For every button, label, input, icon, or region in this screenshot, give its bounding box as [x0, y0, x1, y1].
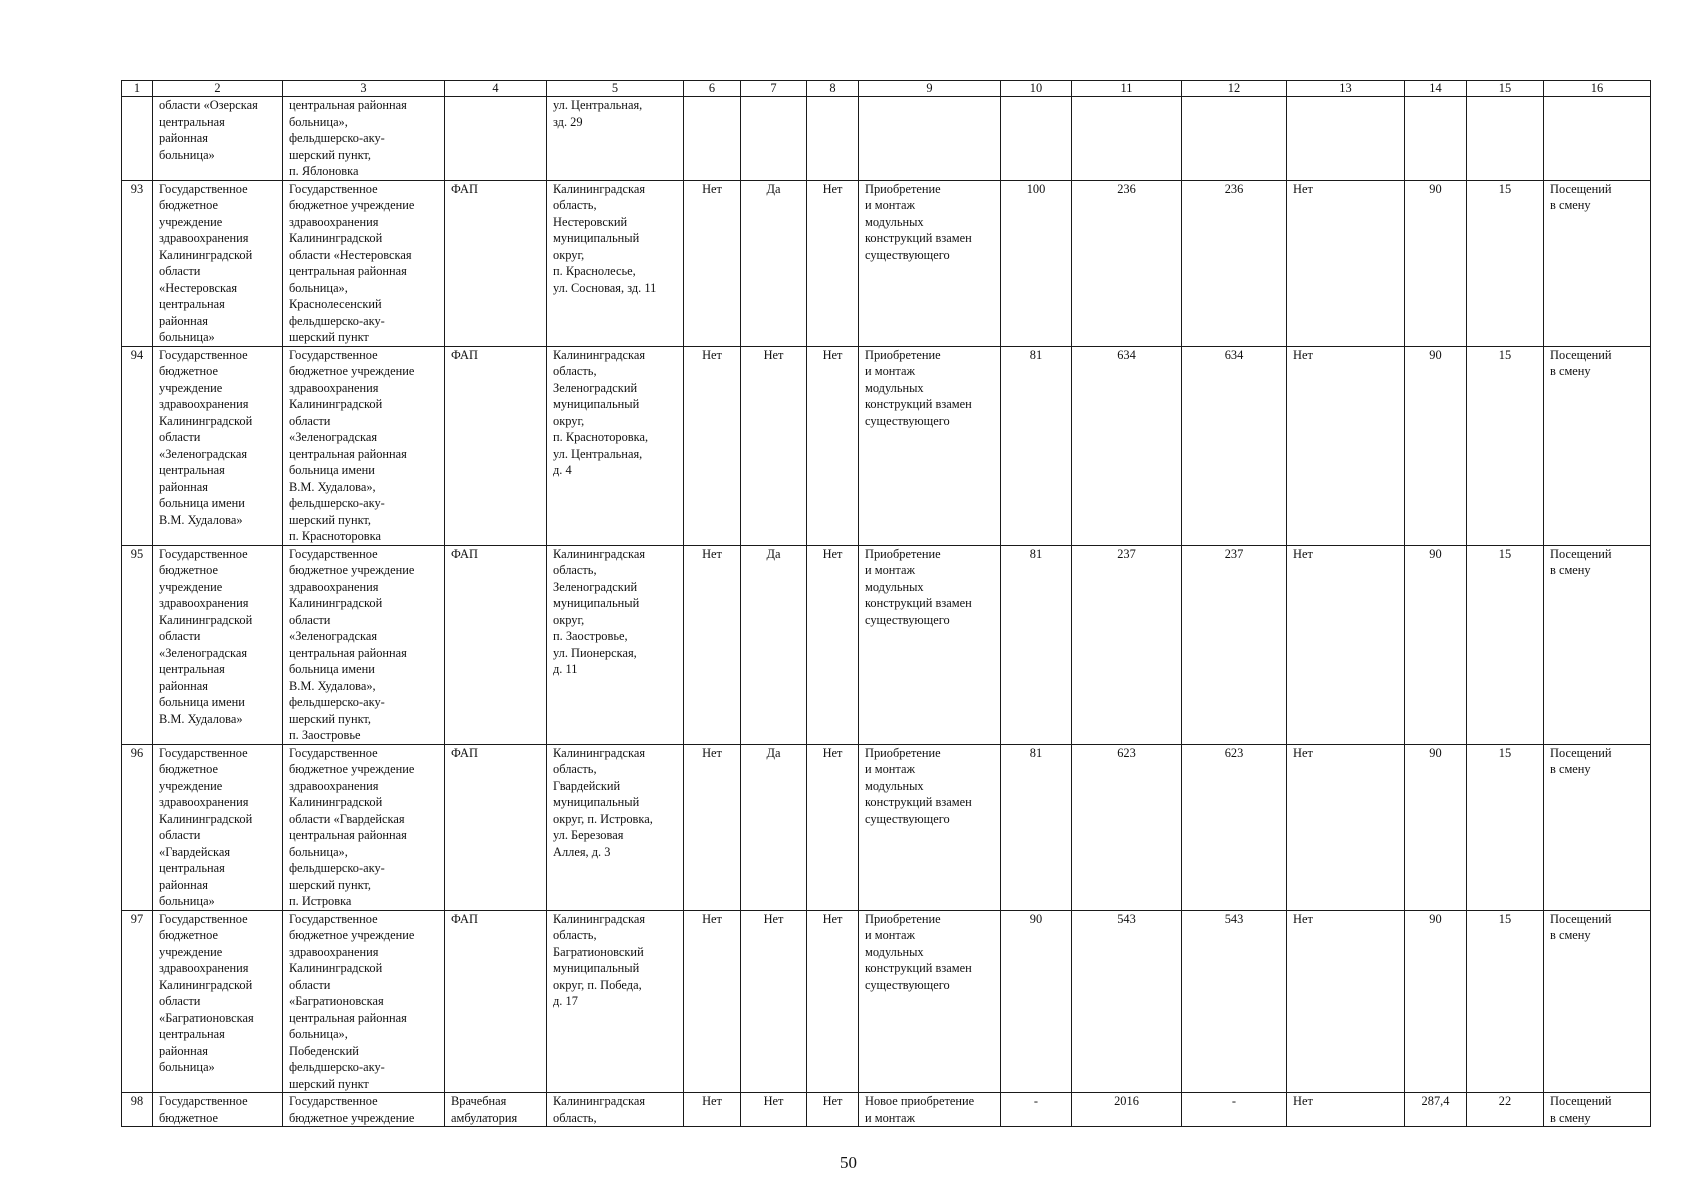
column-number-3: 3 [283, 81, 445, 97]
table-cell: Государственное бюджетное учреждение здравоохранения Калининградской области «Багратионовская центральная районная больница» [153, 910, 283, 1093]
table-cell: Государственное бюджетное учреждение здравоохранения Калининградской области «Зеленоградская центральная районная больница имени В.М. Худалова», фельдшерско-аку- шерский пункт, п. Заостровье [283, 545, 445, 744]
table-cell: Приобретение и монтаж модульных конструкций взамен существующего [859, 180, 1001, 346]
table-cell: Государственное бюджетное [153, 1093, 283, 1127]
table-cell: 15 [1467, 545, 1544, 744]
table-cell: Нет [807, 1093, 859, 1127]
table-cell [684, 97, 741, 181]
column-number-8: 8 [807, 81, 859, 97]
table-cell: Калининградская область, Нестеровский муниципальный округ, п. Краснолесье, ул. Сосновая, зд. 11 [547, 180, 684, 346]
table-cell: Нет [684, 1093, 741, 1127]
table-cell: Нет [741, 346, 807, 545]
table-cell: 15 [1467, 346, 1544, 545]
table-cell: 623 [1072, 744, 1182, 910]
table-cell: Государственное бюджетное учреждение здравоохранения Калининградской области «Зеленоградская центральная районная больница имени В.М. Худалова», фельдшерско-аку- шерский пункт, п. Красноторовка [283, 346, 445, 545]
table-cell [1405, 97, 1467, 181]
table-cell: 90 [1405, 744, 1467, 910]
table-cell: 94 [122, 346, 153, 545]
table-cell: Посещений в смену [1544, 346, 1651, 545]
table-cell: Нет [684, 545, 741, 744]
table-cell: Государственное бюджетное учреждение здравоохранения Калининградской области «Гвардейская центральная районная больница» [153, 744, 283, 910]
table-cell: 634 [1182, 346, 1287, 545]
column-number-7: 7 [741, 81, 807, 97]
table-cell: ФАП [445, 545, 547, 744]
data-table [121, 80, 1651, 1127]
table-cell: Да [741, 180, 807, 346]
table-cell [1467, 97, 1544, 181]
table-cell: ул. Центральная, зд. 29 [547, 97, 684, 181]
table-cell: области «Озерская центральная районная больница» [153, 97, 283, 181]
column-number-12: 12 [1182, 81, 1287, 97]
table-cell: 237 [1072, 545, 1182, 744]
table-cell [1182, 97, 1287, 181]
table-cell: 81 [1001, 744, 1072, 910]
table-cell: Посещений в смену [1544, 1093, 1651, 1127]
table-cell: 90 [1001, 910, 1072, 1093]
table-cell: ФАП [445, 346, 547, 545]
table-cell: Государственное бюджетное учреждение здравоохранения Калининградской области «Нестеровская центральная районная больница» [153, 180, 283, 346]
table-row [122, 97, 1651, 181]
table-cell: 287,4 [1405, 1093, 1467, 1127]
table-cell: Нет [684, 180, 741, 346]
table-row [122, 346, 1651, 545]
table-cell: ФАП [445, 180, 547, 346]
column-number-11: 11 [1072, 81, 1182, 97]
column-number-2: 2 [153, 81, 283, 97]
table-row [122, 1093, 1651, 1127]
table-cell: Нет [807, 545, 859, 744]
column-number-6: 6 [684, 81, 741, 97]
table-cell [1001, 97, 1072, 181]
table-cell: 90 [1405, 545, 1467, 744]
table-cell: 2016 [1072, 1093, 1182, 1127]
table-cell: 98 [122, 1093, 153, 1127]
page-number: 50 [840, 1153, 857, 1172]
table-cell: Государственное бюджетное учреждение здравоохранения Калининградской области «Нестеровская центральная районная больница», Краснолесенский фельдшерско-аку- шерский пункт [283, 180, 445, 346]
column-number-16: 16 [1544, 81, 1651, 97]
table-cell: 81 [1001, 346, 1072, 545]
table-cell: 15 [1467, 744, 1544, 910]
table-cell: Калининградская область, Гвардейский муниципальный округ, п. Истровка, ул. Березовая Аллея, д. 3 [547, 744, 684, 910]
table-cell: Калининградская область, Зеленоградский муниципальный округ, п. Заостровье, ул. Пионерская, д. 11 [547, 545, 684, 744]
table-cell [1544, 97, 1651, 181]
table-cell [1287, 97, 1405, 181]
table-cell: 236 [1072, 180, 1182, 346]
table-cell: Врачебная амбулатория [445, 1093, 547, 1127]
table-cell: Нет [807, 346, 859, 545]
column-number-14: 14 [1405, 81, 1467, 97]
table-cell: центральная районная больница», фельдшерско-аку- шерский пункт, п. Яблоновка [283, 97, 445, 181]
table-cell: 93 [122, 180, 153, 346]
table-cell: Нет [1287, 545, 1405, 744]
table-cell: Приобретение и монтаж модульных конструкций взамен существующего [859, 545, 1001, 744]
table-cell: 96 [122, 744, 153, 910]
table-cell: Посещений в смену [1544, 545, 1651, 744]
table-cell: Нет [684, 744, 741, 910]
table-cell: Государственное бюджетное учреждение здравоохранения Калининградской области «Гвардейская центральная районная больница», фельдшерско-аку- шерский пункт, п. Истровка [283, 744, 445, 910]
column-number-9: 9 [859, 81, 1001, 97]
table-cell [807, 97, 859, 181]
table-cell: 90 [1405, 910, 1467, 1093]
table-cell: Приобретение и монтаж модульных конструкций взамен существующего [859, 910, 1001, 1093]
table-cell: Государственное бюджетное учреждение здравоохранения Калининградской области «Зеленоградская центральная районная больница имени В.М. Худалова» [153, 545, 283, 744]
table-cell: ФАП [445, 744, 547, 910]
table-cell: Приобретение и монтаж модульных конструкций взамен существующего [859, 346, 1001, 545]
table-cell: 100 [1001, 180, 1072, 346]
table-cell: Нет [684, 910, 741, 1093]
table-cell: Нет [807, 180, 859, 346]
table-cell: 236 [1182, 180, 1287, 346]
table-cell: Нет [1287, 910, 1405, 1093]
table-cell: 543 [1182, 910, 1287, 1093]
table-cell: 97 [122, 910, 153, 1093]
column-number-5: 5 [547, 81, 684, 97]
column-number-13: 13 [1287, 81, 1405, 97]
table-cell: 90 [1405, 346, 1467, 545]
table-cell: 237 [1182, 545, 1287, 744]
table-cell: 623 [1182, 744, 1287, 910]
table-cell [741, 97, 807, 181]
table-cell: 95 [122, 545, 153, 744]
table-row [122, 180, 1651, 346]
table-cell [445, 97, 547, 181]
table-cell: - [1182, 1093, 1287, 1127]
table-cell: Посещений в смену [1544, 744, 1651, 910]
table-cell: Государственное бюджетное учреждение здравоохранения Калининградской области «Багратионовская центральная районная больница», Победенский фельдшерско-аку- шерский пункт [283, 910, 445, 1093]
table-cell: - [1001, 1093, 1072, 1127]
table-cell: Приобретение и монтаж модульных конструкций взамен существующего [859, 744, 1001, 910]
table-cell: 15 [1467, 180, 1544, 346]
table-cell: Калининградская область, Багратионовский муниципальный округ, п. Победа, д. 17 [547, 910, 684, 1093]
column-number-1: 1 [122, 81, 153, 97]
column-number-row [122, 81, 1651, 97]
table-cell: 81 [1001, 545, 1072, 744]
table-cell: 15 [1467, 910, 1544, 1093]
table-cell: 22 [1467, 1093, 1544, 1127]
table-cell: Калининградская область, Зеленоградский муниципальный округ, п. Красноторовка, ул. Центральная, д. 4 [547, 346, 684, 545]
table-cell: Новое приобретение и монтаж [859, 1093, 1001, 1127]
table-cell: Нет [1287, 180, 1405, 346]
table-row [122, 910, 1651, 1093]
table-cell: Государственное бюджетное учреждение [283, 1093, 445, 1127]
table-cell: Нет [741, 1093, 807, 1127]
table-cell: Нет [1287, 744, 1405, 910]
table-row [122, 545, 1651, 744]
table-cell: Нет [807, 744, 859, 910]
table-cell: Нет [807, 910, 859, 1093]
table-cell: ФАП [445, 910, 547, 1093]
table-cell: Посещений в смену [1544, 180, 1651, 346]
column-number-10: 10 [1001, 81, 1072, 97]
table-cell: Государственное бюджетное учреждение здравоохранения Калининградской области «Зеленоградская центральная районная больница имени В.М. Худалова» [153, 346, 283, 545]
column-number-4: 4 [445, 81, 547, 97]
table-cell: 543 [1072, 910, 1182, 1093]
table-row [122, 744, 1651, 910]
table-cell: Да [741, 545, 807, 744]
table-cell: Нет [684, 346, 741, 545]
column-number-15: 15 [1467, 81, 1544, 97]
table-cell: Нет [1287, 346, 1405, 545]
table-cell: 90 [1405, 180, 1467, 346]
table-cell: Нет [1287, 1093, 1405, 1127]
table-cell [859, 97, 1001, 181]
table-cell: Да [741, 744, 807, 910]
table-cell [1072, 97, 1182, 181]
table-cell: 634 [1072, 346, 1182, 545]
table-cell: Калининградская область, [547, 1093, 684, 1127]
table-cell [122, 97, 153, 181]
table-cell: Нет [741, 910, 807, 1093]
table-cell: Посещений в смену [1544, 910, 1651, 1093]
